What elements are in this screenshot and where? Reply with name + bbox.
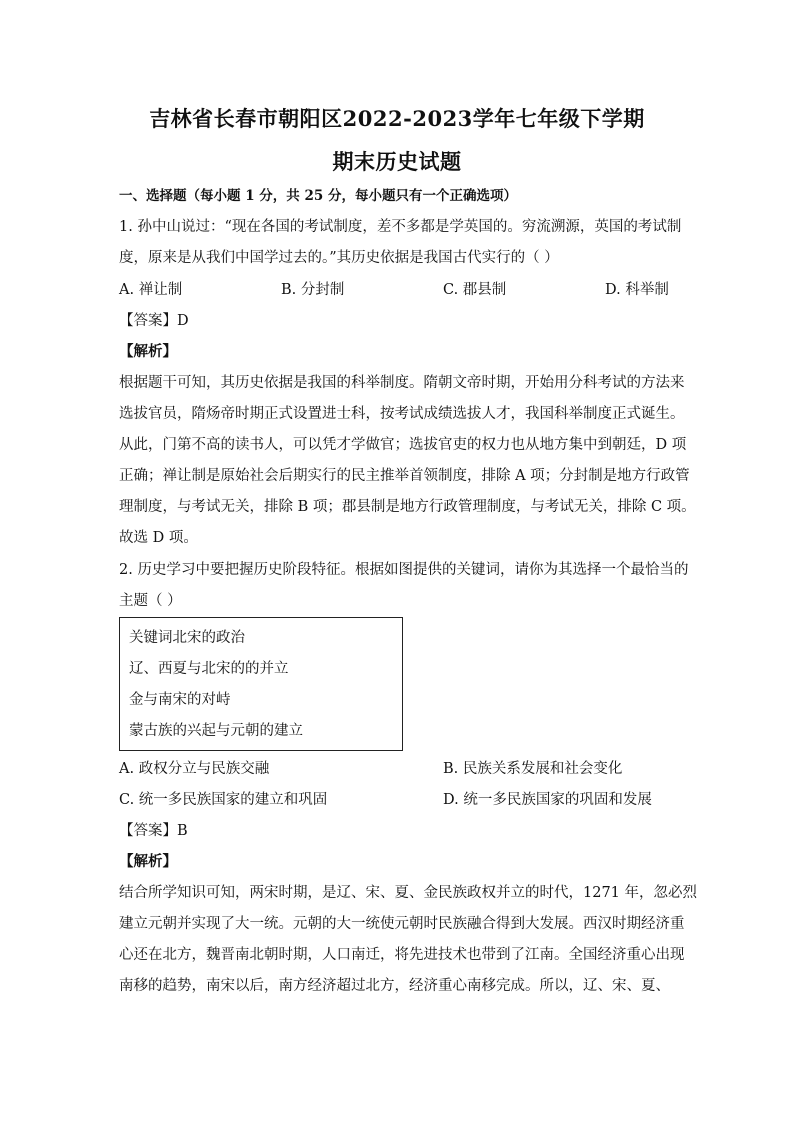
q2-analysis-line: 建立元朝并实现了大一统。元朝的大一统使元朝时民族融合得到大发展。西汉时期经济重 [119, 916, 685, 932]
q2-option-d: D. 统一多民族国家的巩固和发展 [443, 792, 652, 808]
q2-keyword: 辽、西夏与北宋的的并立 [129, 661, 289, 677]
q1-answer: 【答案】D [119, 313, 189, 329]
q1-stem-line-1: 1. 孙中山说过：“现在各国的考试制度，差不多都是学英国的。穷流溯源，英国的考试制 [119, 219, 682, 235]
q1-analysis-line: 正确；禅让制是原始社会后期实行的民主推举首领制度，排除 A 项；分封制是地方行政管 [119, 468, 690, 484]
q1-option-d: D. 科举制 [605, 282, 669, 298]
q1-analysis-line: 理制度，与考试无关，排除 B 项；郡县制是地方行政管理制度，与考试无关，排除 C 项。 [119, 499, 696, 515]
exam-subtitle: 期末历史试题 [332, 149, 462, 174]
q2-analysis-line: 心还在北方，魏晋南北朝时期，人口南迁，将先进技术也带到了江南。全国经济重心出现 [119, 947, 685, 963]
q2-keyword-box [119, 617, 403, 751]
q2-answer: 【答案】B [119, 823, 188, 839]
q2-option-a: A. 政权分立与民族交融 [119, 761, 270, 777]
section-heading: 一、选择题（每小题 1 分，共 25 分，每小题只有一个正确选项） [119, 188, 517, 204]
q2-keyword: 金与南宋的对峙 [129, 692, 231, 708]
q1-option-b: B. 分封制 [281, 282, 345, 298]
q1-analysis-line: 根据题干可知，其历史依据是我国的科举制度。隋朝文帝时期，开始用分科考试的方法来 [119, 375, 685, 391]
q1-analysis-line: 故选 D 项。 [119, 530, 198, 546]
q1-analysis-line: 从此，门第不高的读书人，可以凭才学做官；选拔官吏的权力也从地方集中到朝廷，D 项 [119, 437, 687, 453]
q2-keyword: 关键词北宋的政治 [129, 630, 245, 646]
q1-stem-line-2: 度，原来是从我们中国学过去的。”其历史依据是我国古代实行的（ ） [119, 250, 559, 266]
q1-analysis-label: 【解析】 [119, 343, 177, 360]
q2-keyword: 蒙古族的兴起与元朝的建立 [129, 723, 303, 739]
q1-option-c: C. 郡县制 [443, 282, 507, 298]
q2-option-b: B. 民族关系发展和社会变化 [443, 761, 623, 777]
q1-analysis-line: 选拔官员，隋炀帝时期正式设置进士科，按考试成绩选拔人才，我国科举制度正式诞生。 [119, 406, 685, 422]
q1-option-a: A. 禅让制 [119, 282, 183, 298]
q2-stem-line-2: 主题（ ） [119, 593, 182, 609]
q2-analysis-label: 【解析】 [119, 853, 177, 870]
q2-option-c: C. 统一多民族国家的建立和巩固 [119, 792, 328, 808]
q2-analysis-line: 南移的趋势，南宋以后，南方经济超过北方，经济重心南移完成。所以，辽、宋、夏、 [119, 978, 670, 994]
exam-title: 吉林省长春市朝阳区2022-2023学年七年级下学期 [149, 106, 645, 131]
q2-stem-line-1: 2. 历史学习中要把握历史阶段特征。根据如图提供的关键词，请你为其选择一个最恰当的 [119, 562, 689, 578]
q2-analysis-line: 结合所学知识可知，两宋时期，是辽、宋、夏、金民族政权并立的时代，1271 年，忽必烈 [119, 885, 698, 901]
